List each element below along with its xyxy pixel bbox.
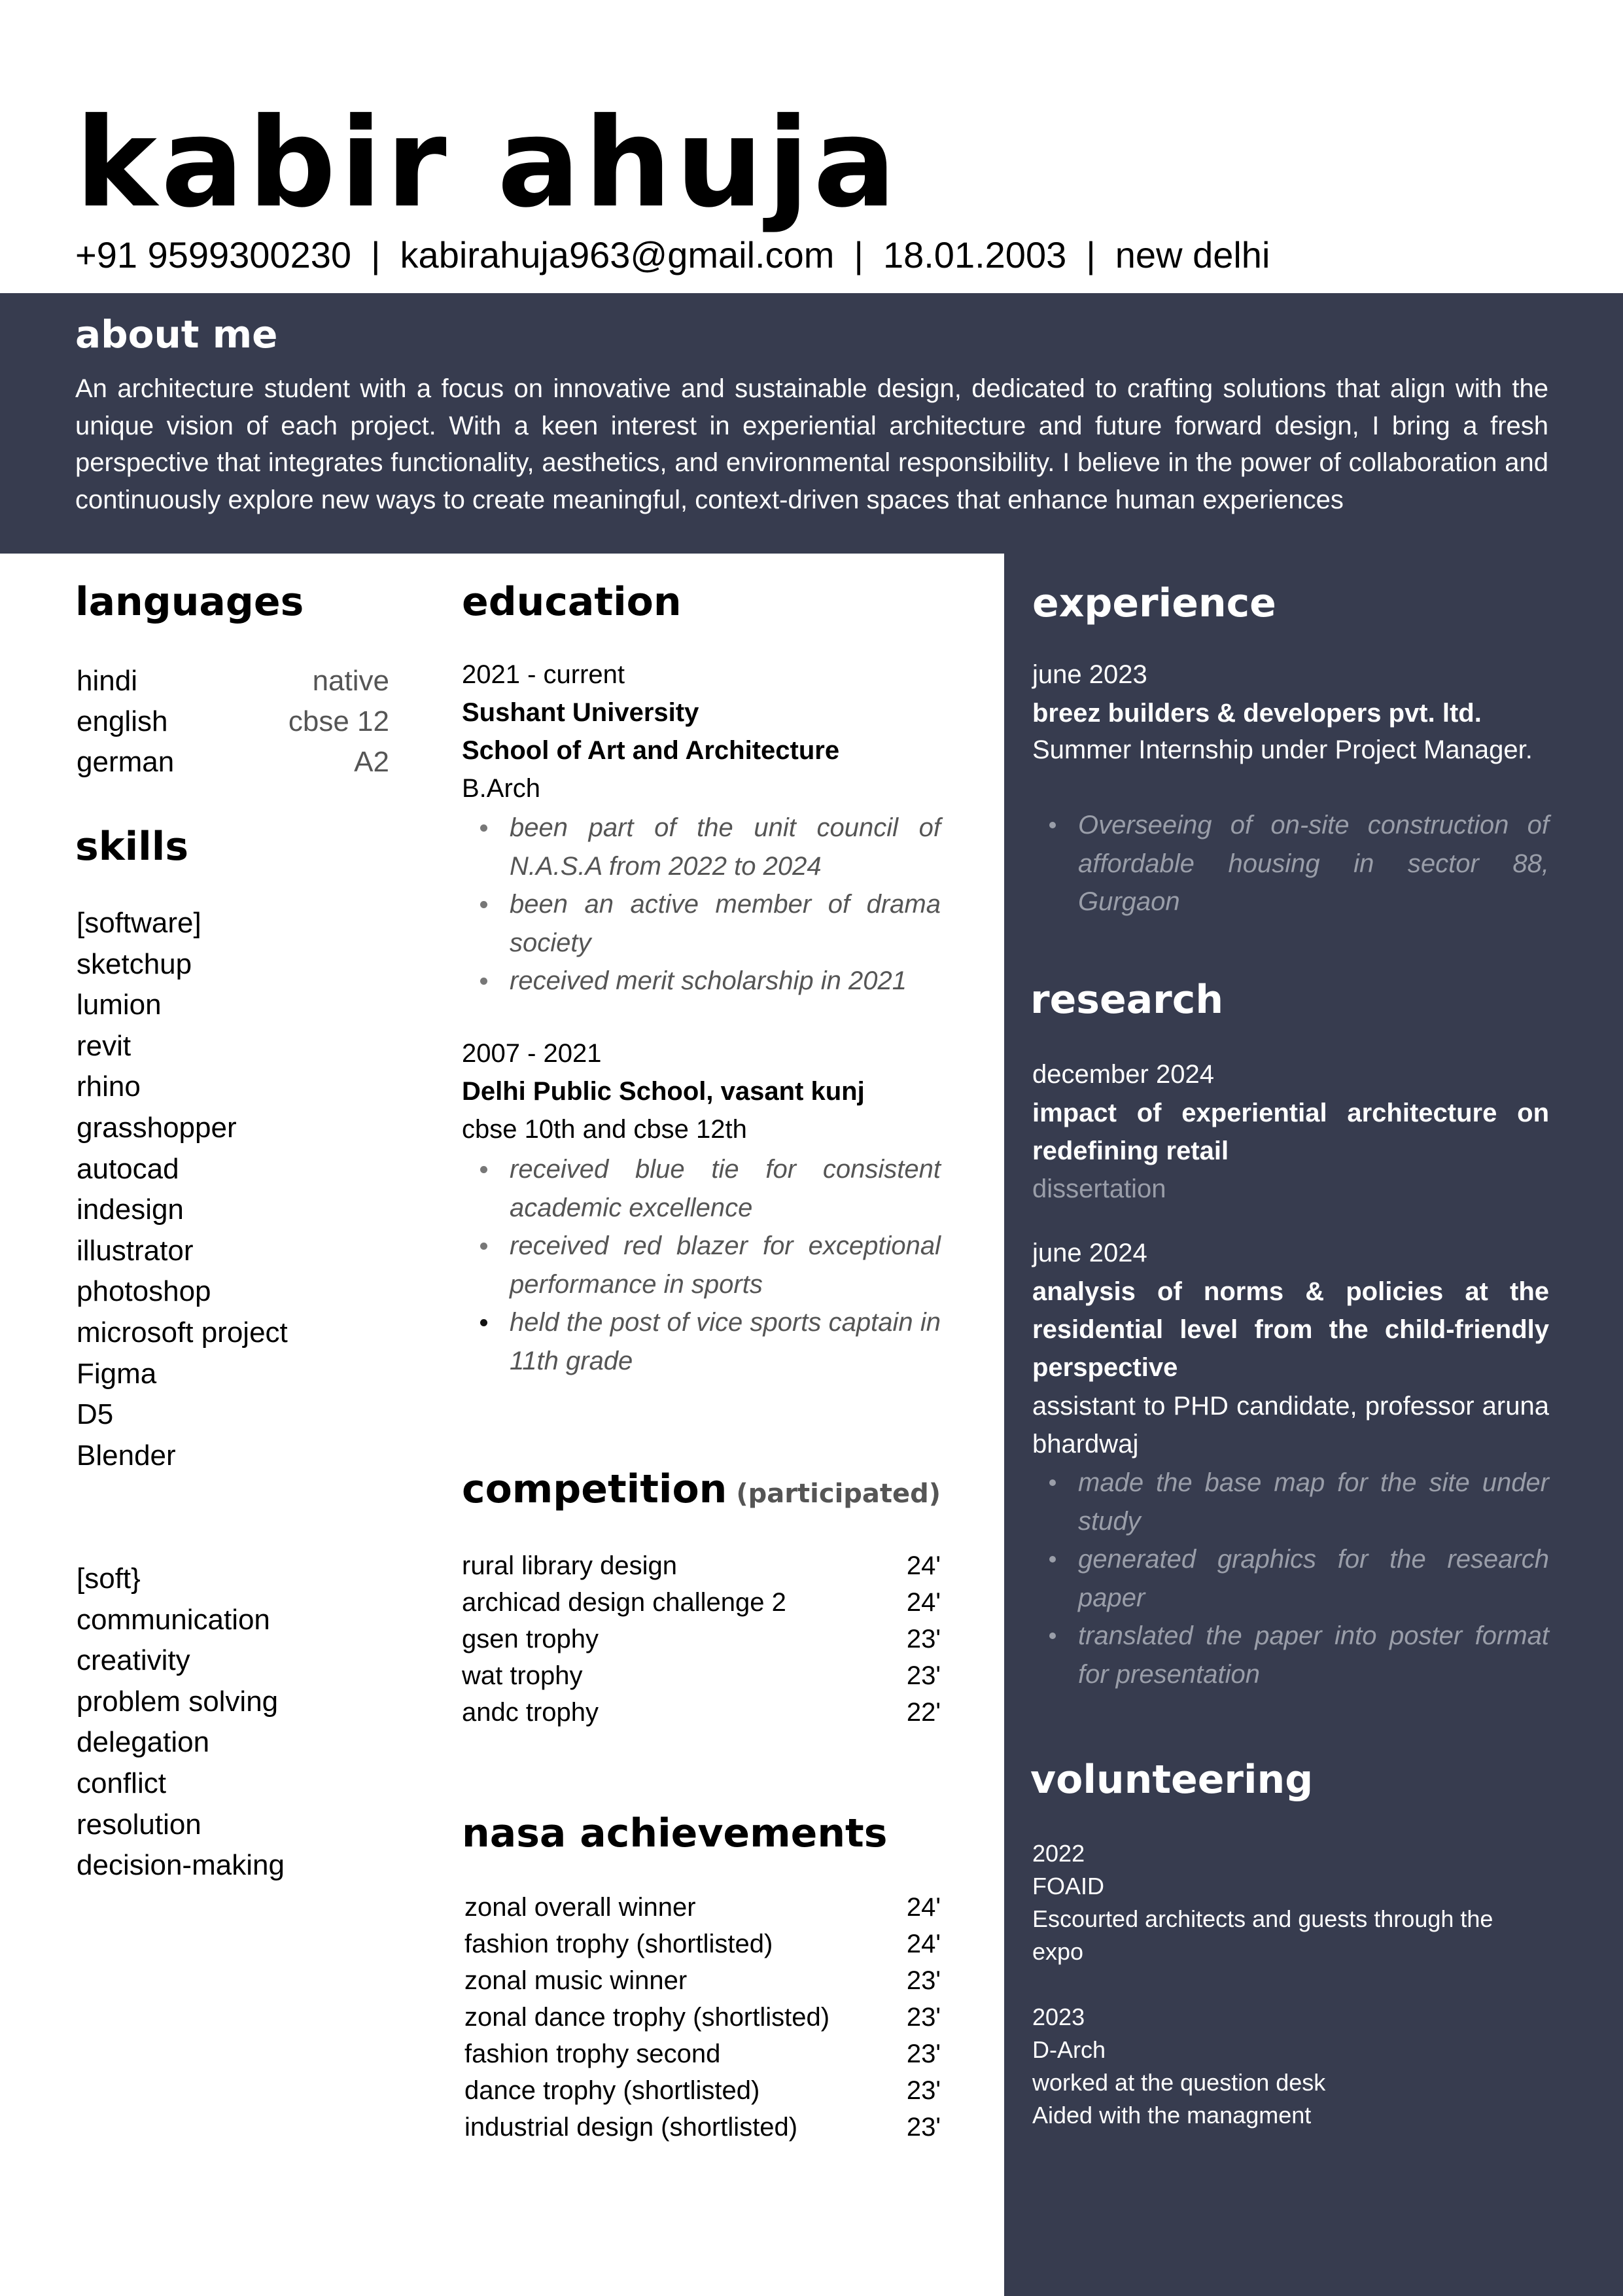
list-item: been an active member of drama society xyxy=(462,885,941,962)
experience-date: june 2023 xyxy=(1032,660,1147,689)
skill-item: indesign xyxy=(77,1193,184,1226)
education-period: 2007 - 2021 xyxy=(462,1039,602,1068)
experience-bullets xyxy=(1032,806,1549,921)
education-entry xyxy=(462,1034,941,1148)
research-date: december 2024 xyxy=(1032,1060,1214,1089)
skill-item: decision-making xyxy=(77,1849,285,1882)
skill-item: conflict xyxy=(77,1767,166,1799)
school-name: Delhi Public School, vasant kunj xyxy=(462,1077,865,1106)
competition-name: gsen trophy xyxy=(462,1625,599,1653)
education-bullets xyxy=(462,809,941,1000)
software-skills-list xyxy=(77,903,288,1476)
skill-item: Figma xyxy=(77,1357,157,1390)
soft-heading: [soft} xyxy=(77,1563,141,1595)
language-name: german xyxy=(77,746,175,778)
volunteering-title: volunteering xyxy=(1030,1757,1314,1803)
volunteering-org: D-Arch xyxy=(1032,2036,1106,2063)
achievement-name: zonal overall winner xyxy=(464,1893,696,1922)
achievement-row xyxy=(464,1962,941,1999)
competition-year: 24' xyxy=(906,1551,941,1580)
achievement-year: 23' xyxy=(906,2003,941,2032)
language-level: native xyxy=(312,665,389,697)
research-type: dissertation xyxy=(1032,1174,1166,1203)
language-name: hindi xyxy=(77,665,137,697)
competition-row xyxy=(462,1621,941,1657)
experience-title: experience xyxy=(1032,580,1276,626)
experience-role: Summer Internship under Project Manager. xyxy=(1032,735,1533,764)
competition-year: 24' xyxy=(906,1588,941,1617)
skill-item: resolution xyxy=(77,1808,201,1841)
skill-item: grasshopper xyxy=(77,1111,237,1144)
software-heading: [software] xyxy=(77,907,201,939)
research-topic: analysis of norms & policies at the residential level from the child-friendly perspective xyxy=(1032,1277,1549,1382)
list-item: made the base map for the site under study xyxy=(1032,1464,1549,1540)
soft-skills-list xyxy=(77,1559,285,1886)
achievement-year: 24' xyxy=(906,1930,941,1958)
skill-item: delegation xyxy=(77,1726,210,1759)
volunteering-entry xyxy=(1032,1837,1549,1968)
competition-year: 23' xyxy=(906,1661,941,1690)
language-level: A2 xyxy=(354,746,389,778)
skill-item: microsoft project xyxy=(77,1316,288,1349)
competition-name: archicad design challenge 2 xyxy=(462,1588,786,1617)
volunteering-description: Aided with the managment xyxy=(1032,2102,1312,2128)
skill-item: sketchup xyxy=(77,947,192,980)
skill-item: creativity xyxy=(77,1644,190,1677)
about-text: An architecture student with a focus on innovative and sustainable design, dedicated to crafting solutions that align with the unique vision of each project. With a keen interest in experiential architecture and future forward design, I bring a fresh perspective that integrates functionality, aesthetics, and environmental responsibility. I believe in the power of collaboration and continuously explore new ways to create meaningful, context-driven spaces that enhance human experiences xyxy=(75,374,1548,514)
research-topic: impact of experiential architecture on redefining retail xyxy=(1032,1099,1549,1165)
volunteering-description: Escourted architects and guests through the expo xyxy=(1032,1905,1493,1965)
achievement-row xyxy=(464,1926,941,1962)
degree: B.Arch xyxy=(462,774,541,803)
experience-company: breez builders & developers pvt. ltd. xyxy=(1032,699,1482,728)
competition-row xyxy=(462,1584,941,1621)
skill-item: revit xyxy=(77,1029,131,1062)
competition-heading: competition xyxy=(462,1466,727,1512)
achievement-name: zonal music winner xyxy=(464,1966,688,1995)
school-department: School of Art and Architecture xyxy=(462,736,840,765)
achievement-year: 23' xyxy=(906,2076,941,2105)
date-of-birth: 18.01.2003 xyxy=(882,234,1067,275)
education-entry xyxy=(462,656,941,807)
achievement-year: 24' xyxy=(906,1893,941,1922)
competition-name: rural library design xyxy=(462,1551,678,1580)
skill-item: communication xyxy=(77,1603,270,1636)
competition-subtitle: (participated) xyxy=(736,1479,941,1509)
about-title: about me xyxy=(75,312,278,357)
list-item: been part of the unit council of N.A.S.A from 2022 to 2024 xyxy=(462,809,941,885)
list-item: translated the paper into poster format for presentation xyxy=(1032,1617,1549,1693)
education-bullets xyxy=(462,1150,941,1380)
list-item: held the post of vice sports captain in 11th grade xyxy=(462,1303,941,1380)
achievement-name: fashion trophy (shortlisted) xyxy=(464,1930,773,1958)
separator: | xyxy=(854,234,864,275)
separator: | xyxy=(371,234,381,275)
volunteering-description: worked at the question desk xyxy=(1032,2069,1326,2096)
achievement-year: 23' xyxy=(906,1966,941,1995)
language-row xyxy=(77,661,389,701)
achievement-year: 23' xyxy=(906,2040,941,2068)
candidate-name: kabir ahuja xyxy=(75,92,900,235)
about-section xyxy=(0,293,1623,554)
volunteering-entry xyxy=(1032,2001,1549,2132)
language-row xyxy=(77,742,389,783)
language-name: english xyxy=(77,705,168,737)
skill-item: lumion xyxy=(77,989,162,1021)
phone-number: +91 9599300230 xyxy=(75,234,351,275)
skill-item: photoshop xyxy=(77,1275,211,1308)
achievement-name: fashion trophy second xyxy=(464,2040,721,2068)
achievement-row xyxy=(464,2072,941,2109)
list-item: received red blazer for exceptional performance in sports xyxy=(462,1227,941,1303)
achievement-row xyxy=(464,1999,941,2036)
education-title: education xyxy=(462,579,682,625)
competition-title xyxy=(462,1463,941,1520)
separator: | xyxy=(1086,234,1096,275)
competition-year: 22' xyxy=(906,1698,941,1727)
competition-row xyxy=(462,1657,941,1694)
competition-row xyxy=(462,1694,941,1731)
research-title: research xyxy=(1030,977,1224,1023)
list-item: Overseeing of on-site construction of affordable housing in sector 88, Gurgaon xyxy=(1032,806,1549,921)
education-period: 2021 - current xyxy=(462,660,625,689)
skills-title: skills xyxy=(75,824,189,870)
skill-item: D5 xyxy=(77,1398,114,1431)
achievement-year: 23' xyxy=(906,2113,941,2142)
list-item: received blue tie for consistent academic excellence xyxy=(462,1150,941,1227)
skill-item: illustrator xyxy=(77,1234,194,1267)
skill-item: Blender xyxy=(77,1439,176,1472)
email-address: kabirahuja963@gmail.com xyxy=(400,234,835,275)
list-item: received merit scholarship in 2021 xyxy=(462,962,941,1000)
volunteering-year: 2022 xyxy=(1032,1840,1085,1867)
achievement-row xyxy=(464,2109,941,2146)
achievement-name: zonal dance trophy (shortlisted) xyxy=(464,2003,830,2032)
nasa-achievements-title: nasa achievements xyxy=(462,1810,888,1856)
language-level: cbse 12 xyxy=(288,705,389,737)
list-item: generated graphics for the research paper xyxy=(1032,1540,1549,1617)
degree: cbse 10th and cbse 12th xyxy=(462,1115,747,1144)
research-bullets xyxy=(1032,1464,1549,1693)
languages-title: languages xyxy=(75,579,304,625)
research-role: assistant to PHD candidate, professor aruna bhardwaj xyxy=(1032,1392,1549,1458)
language-row xyxy=(77,701,389,742)
competition-name: andc trophy xyxy=(462,1698,599,1727)
school-name: Sushant University xyxy=(462,698,699,727)
achievement-row xyxy=(464,2036,941,2072)
competition-name: wat trophy xyxy=(462,1661,583,1690)
achievement-row xyxy=(464,1889,941,1926)
achievement-name: dance trophy (shortlisted) xyxy=(464,2076,760,2105)
skill-item: problem solving xyxy=(77,1685,279,1718)
volunteering-org: FOAID xyxy=(1032,1873,1105,1899)
skill-item: autocad xyxy=(77,1152,179,1185)
competition-row xyxy=(462,1547,941,1584)
skill-item: rhino xyxy=(77,1070,141,1103)
research-date: june 2024 xyxy=(1032,1239,1147,1267)
city: new delhi xyxy=(1115,234,1270,275)
competition-year: 23' xyxy=(906,1625,941,1653)
achievement-name: industrial design (shortlisted) xyxy=(464,2113,798,2142)
contact-line xyxy=(75,229,1270,281)
volunteering-year: 2023 xyxy=(1032,2004,1085,2030)
